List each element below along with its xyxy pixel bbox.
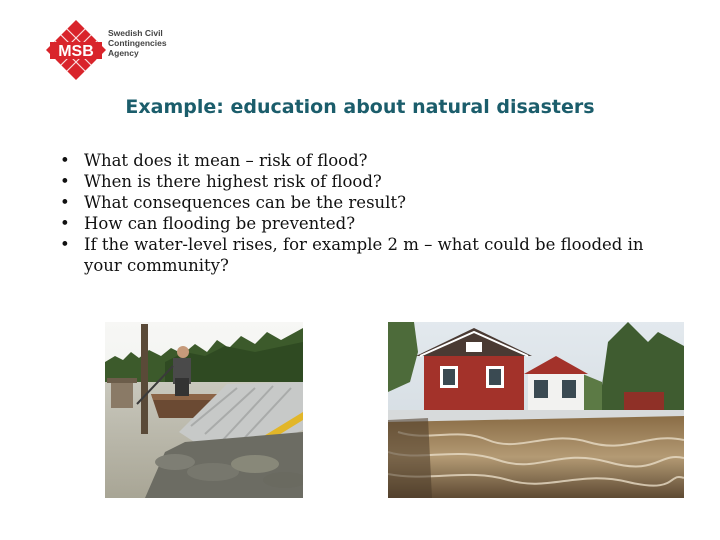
bullet-list <box>60 150 660 276</box>
bullet-dot: • <box>60 172 70 191</box>
bullet-dot: • <box>60 214 70 233</box>
bullet-text: How can flooding be prevented? <box>84 214 356 233</box>
bullet-dot: • <box>60 235 70 254</box>
bullet-text: What does it mean – risk of flood? <box>84 151 368 170</box>
bullet-item <box>60 234 660 276</box>
msb-logo-mark <box>44 18 108 82</box>
flood-boat-photo <box>105 322 303 498</box>
bullet-item <box>60 213 660 234</box>
bullet-text: What consequences can be the result? <box>84 193 406 212</box>
logo-line-2: Contingencies <box>108 38 167 48</box>
msb-logo <box>44 18 167 82</box>
bullet-item <box>60 171 660 192</box>
logo-abbrev: MSB <box>58 43 94 60</box>
flooded-house-photo <box>388 322 684 498</box>
bullet-text: If the water-level rises, for example 2 m – what could be flooded in your community? <box>84 235 644 275</box>
slide-title: Example: education about natural disasters <box>125 96 595 118</box>
bullet-dot: • <box>60 151 70 170</box>
bullet-dot: • <box>60 193 70 212</box>
logo-line-1: Swedish Civil <box>108 28 163 38</box>
logo-text <box>108 28 167 58</box>
logo-line-3: Agency <box>108 48 139 58</box>
bullet-item <box>60 192 660 213</box>
bullet-text: When is there highest risk of flood? <box>84 172 382 191</box>
bullet-item <box>60 150 660 171</box>
